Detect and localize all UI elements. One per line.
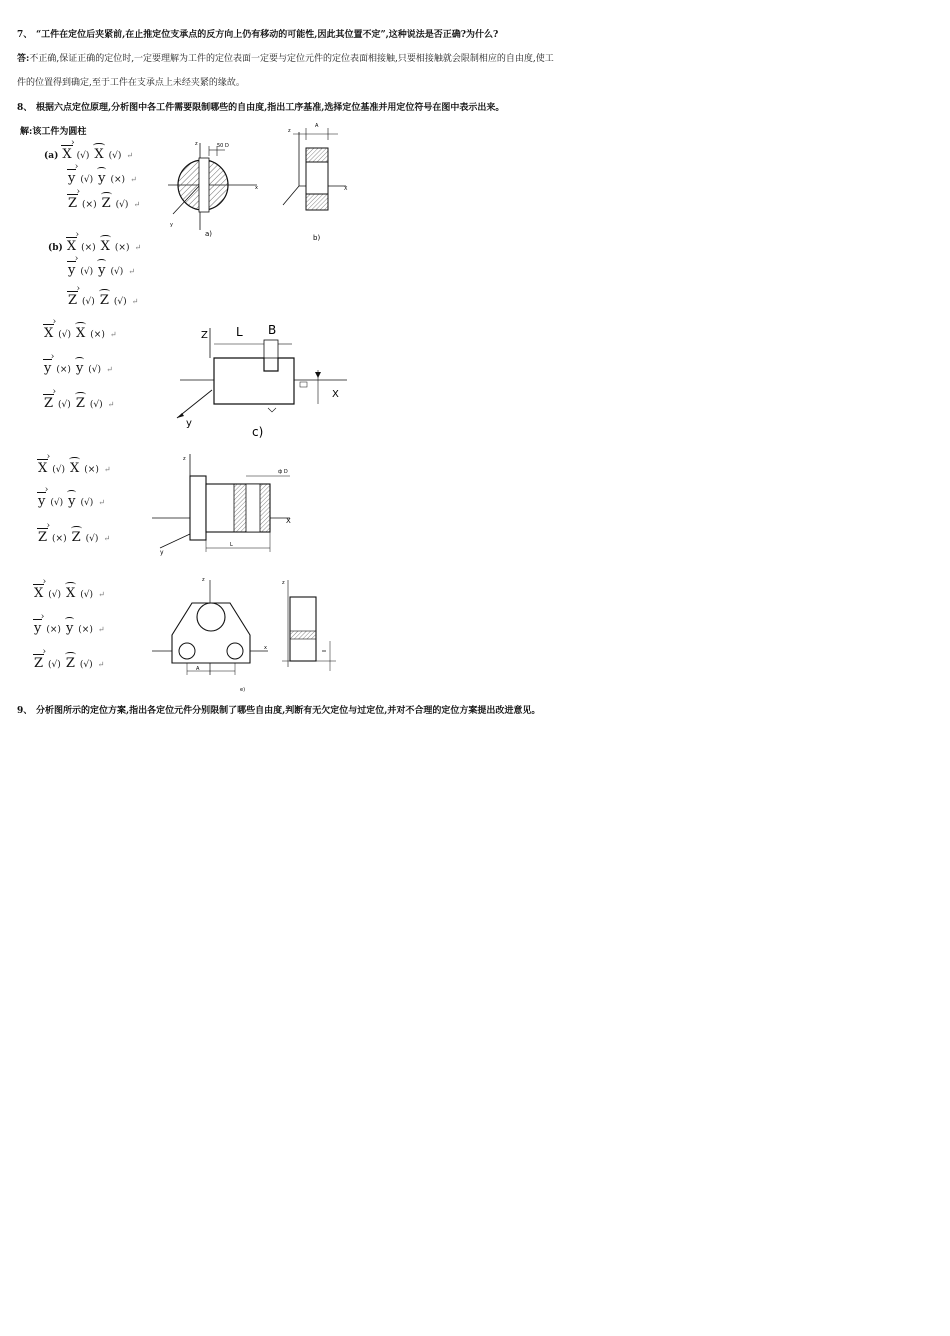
rotation-axis: X bbox=[76, 326, 86, 341]
rotation-axis: X bbox=[100, 239, 110, 254]
cross-mark: (×) bbox=[110, 175, 126, 185]
dof-row-b-2 bbox=[66, 289, 138, 308]
cross-mark: (×) bbox=[46, 625, 61, 635]
fig-b-dim-label: A bbox=[315, 123, 319, 129]
rotation-axis: y bbox=[98, 263, 106, 278]
dof-row-a-2 bbox=[66, 192, 140, 211]
check-mark: (√) bbox=[58, 400, 71, 410]
dof-row-b-0 bbox=[48, 235, 141, 254]
return-mark: ↵ bbox=[126, 151, 134, 160]
fig-e-z-label: z bbox=[202, 577, 205, 583]
rotation-axis: X bbox=[94, 147, 104, 162]
translation-axis: X › bbox=[67, 239, 76, 254]
fig-d-z-label: z bbox=[183, 456, 186, 462]
check-mark: (√) bbox=[58, 330, 72, 340]
cross-mark: (×) bbox=[82, 200, 97, 210]
q7-number: 7、 bbox=[17, 30, 33, 40]
rotation-axis: Z bbox=[99, 293, 109, 308]
rotation-axis: Z bbox=[101, 196, 111, 211]
dof-row-a-0 bbox=[44, 143, 133, 162]
fig-c-L-label: L bbox=[236, 325, 243, 339]
q8-question: 根据六点定位原理,分析图中各工件需要限制哪些的自由度,指出工序基准,选择定位基准并用定位符号在图中表示出来。 bbox=[36, 103, 505, 113]
cross-mark: (×) bbox=[78, 625, 93, 635]
cross-mark: (×) bbox=[84, 465, 99, 475]
dof-row-e-2 bbox=[32, 652, 104, 671]
check-mark: (√) bbox=[76, 151, 90, 161]
translation-axis: X › bbox=[34, 586, 43, 601]
figure-c bbox=[172, 318, 352, 443]
fig-e-A-label: A bbox=[196, 666, 200, 672]
fig-e-x-label: x bbox=[264, 645, 267, 651]
rotation-axis: X bbox=[70, 461, 80, 476]
fig-b-z-label: z bbox=[288, 128, 291, 134]
rotation-axis: X bbox=[66, 586, 76, 601]
return-mark: ↵ bbox=[107, 400, 115, 409]
translation-axis: y › bbox=[34, 621, 41, 636]
rotation-axis: Z bbox=[65, 656, 75, 671]
q9-number: 9、 bbox=[17, 706, 33, 716]
check-mark: (√) bbox=[110, 267, 124, 277]
fig-c-x-label: X bbox=[332, 389, 339, 400]
fig-d-dia-label: ф D bbox=[278, 469, 288, 475]
return-mark: ↵ bbox=[106, 365, 113, 374]
q8-solution-label: 解:该工件为圆柱 bbox=[20, 127, 87, 137]
return-mark: ↵ bbox=[98, 590, 105, 599]
dof-row-d-1 bbox=[36, 490, 105, 509]
return-mark: ↵ bbox=[103, 534, 111, 543]
figure-e bbox=[150, 575, 350, 693]
cross-mark: (×) bbox=[56, 365, 71, 375]
check-mark: (√) bbox=[80, 175, 94, 185]
q7-answer-label: 答: bbox=[17, 54, 30, 64]
check-mark: (√) bbox=[52, 465, 66, 475]
fig-a-x-label: x bbox=[255, 185, 258, 191]
translation-axis: X › bbox=[44, 326, 53, 341]
return-mark: ↵ bbox=[130, 175, 137, 184]
figure-d bbox=[150, 448, 310, 558]
fig-c-caption: c) bbox=[252, 425, 264, 439]
rotation-axis: y bbox=[68, 494, 76, 509]
return-mark: ↵ bbox=[128, 267, 135, 276]
check-mark: (√) bbox=[82, 297, 95, 307]
fig-e-caption: e) bbox=[240, 687, 246, 693]
return-mark: ↵ bbox=[109, 330, 117, 339]
return-mark: ↵ bbox=[134, 243, 142, 252]
fig-c-B-label: B bbox=[268, 323, 277, 337]
fig-d-L-label: L bbox=[230, 542, 233, 548]
q7-answer-line2: 件的位置得到确定,至于工件在支承点上未经夹紧的缘故。 bbox=[17, 78, 245, 88]
dof-row-c-2 bbox=[42, 392, 114, 411]
dof-group-label: (b) bbox=[48, 243, 63, 253]
fig-d-x-label: X bbox=[286, 517, 291, 525]
q9-question: 分析图所示的定位方案,指出各定位元件分别限制了哪些自由度,判断有无欠定位与过定位,并对不合理的定位方案提出改进意见。 bbox=[36, 706, 541, 716]
fig-c-y-label: y bbox=[186, 418, 192, 429]
check-mark: (√) bbox=[48, 660, 61, 670]
fig-a-dim-label: 50 D bbox=[217, 143, 229, 149]
translation-axis: Z › bbox=[44, 396, 53, 411]
return-mark: ↵ bbox=[131, 297, 139, 306]
check-mark: (√) bbox=[85, 534, 99, 544]
translation-axis: y › bbox=[68, 263, 75, 278]
check-mark: (√) bbox=[80, 498, 94, 508]
check-mark: (√) bbox=[80, 267, 94, 277]
return-mark: ↵ bbox=[97, 660, 105, 669]
fig-a-caption: a) bbox=[205, 230, 213, 238]
check-mark: (√) bbox=[50, 498, 64, 508]
translation-axis: Z › bbox=[38, 530, 47, 545]
check-mark: (√) bbox=[88, 365, 102, 375]
check-mark: (√) bbox=[48, 590, 62, 600]
rotation-axis: Z bbox=[75, 396, 85, 411]
q7-answer-line1 bbox=[17, 51, 554, 64]
dof-row-d-2 bbox=[36, 526, 110, 545]
figure-b bbox=[278, 120, 358, 245]
cross-mark: (×) bbox=[52, 534, 67, 544]
translation-axis: y › bbox=[38, 494, 45, 509]
dof-row-e-1 bbox=[32, 617, 105, 636]
check-mark: (√) bbox=[89, 400, 103, 410]
q7-answer-text: 不正确,保证正确的定位时,一定要理解为工件的定位表面一定要与定位元件的定位表面相接触,只要相接触就会限制相应的自由度,使工 bbox=[29, 54, 554, 64]
dof-row-b-1 bbox=[66, 259, 135, 278]
return-mark: ↵ bbox=[98, 498, 105, 507]
cross-mark: (×) bbox=[81, 243, 96, 253]
translation-axis: y › bbox=[68, 171, 75, 186]
fig-c-z-label: Z bbox=[201, 330, 208, 341]
check-mark: (√) bbox=[80, 590, 94, 600]
fig-b-x-label: X bbox=[344, 186, 348, 192]
translation-axis: X › bbox=[62, 147, 71, 162]
check-mark: (√) bbox=[115, 200, 129, 210]
dof-group-label: (a) bbox=[44, 151, 59, 161]
q8-number: 8、 bbox=[17, 103, 33, 113]
rotation-axis: y bbox=[98, 171, 106, 186]
translation-axis: X › bbox=[38, 461, 47, 476]
dof-row-c-0 bbox=[42, 322, 117, 341]
return-mark: ↵ bbox=[133, 200, 141, 209]
rotation-axis: y bbox=[65, 621, 74, 636]
dof-row-c-1 bbox=[42, 357, 113, 376]
cross-mark: (×) bbox=[114, 243, 130, 253]
fig-e-side-z-label: z bbox=[282, 580, 285, 586]
dof-row-a-1 bbox=[66, 167, 137, 186]
figure-a bbox=[165, 138, 265, 238]
fig-b-caption: b) bbox=[313, 234, 321, 242]
cross-mark: (×) bbox=[90, 330, 105, 340]
rotation-axis: Z bbox=[71, 530, 81, 545]
fig-a-z-label: z bbox=[195, 141, 198, 147]
translation-axis: y › bbox=[44, 361, 51, 376]
rotation-axis: y bbox=[75, 361, 84, 376]
fig-d-y-label: y bbox=[160, 549, 164, 556]
check-mark: (√) bbox=[79, 660, 93, 670]
translation-axis: Z › bbox=[68, 196, 77, 211]
dof-row-d-0 bbox=[36, 457, 111, 476]
translation-axis: Z › bbox=[68, 293, 77, 308]
dof-row-e-0 bbox=[32, 582, 105, 601]
fig-a-y-label: y bbox=[170, 222, 173, 228]
return-mark: ↵ bbox=[97, 625, 105, 634]
check-mark: (√) bbox=[113, 297, 127, 307]
check-mark: (√) bbox=[108, 151, 122, 161]
q7-question: “工件在定位后夹紧前,在止推定位支承点的反方向上仍有移动的可能性,因此其位置不定”,这种说法是否正确?为什么? bbox=[36, 30, 499, 40]
return-mark: ↵ bbox=[103, 465, 111, 474]
translation-axis: Z › bbox=[34, 656, 43, 671]
